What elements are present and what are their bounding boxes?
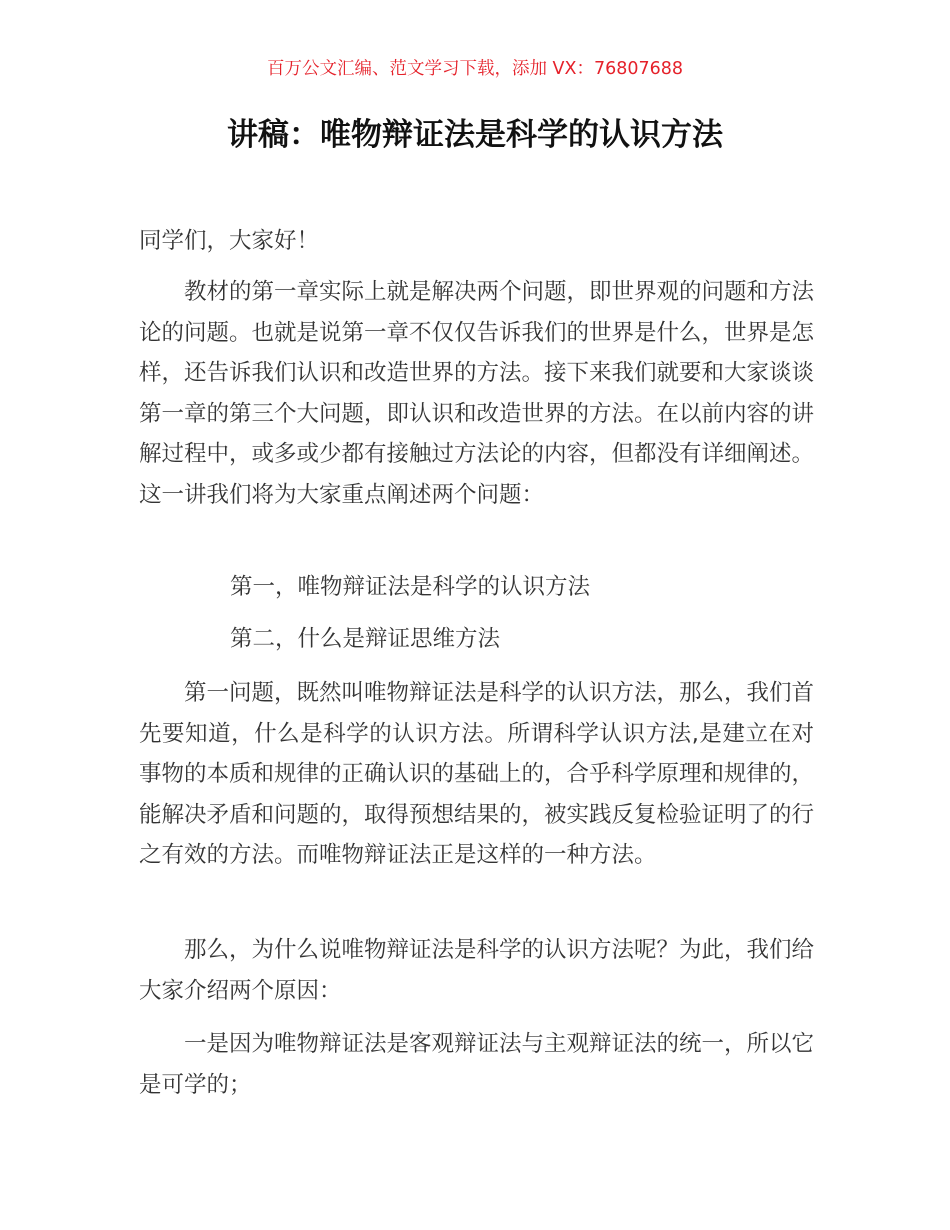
paragraph-intro bbox=[139, 272, 814, 515]
paragraph: 一是因为唯物辩证法是客观辩证法与主观辩证法的统一，所以它是可学的； bbox=[139, 1031, 815, 1098]
paragraph: 那么，为什么说唯物辩证法是科学的认识方法呢？为此，我们给大家介绍两个原因： bbox=[139, 937, 815, 1004]
paragraph: 第一问题，既然叫唯物辩证法是科学的认识方法，那么，我们首先要知道，什么是科学的认识方法。所谓科学认识方法,是建立在对事物的本质和规律的正确认识的基础上的，合乎科学原理和规律的，能解决矛盾和问题的，取得预想结果的，被实践反复检验证明了的行之有效的方法。而唯物辩证法正是这样的一种方法。 bbox=[139, 680, 815, 868]
list-item: 第一，唯物辩证法是科学的认识方法 bbox=[230, 574, 591, 600]
list-item: 第二，什么是辩证思维方法 bbox=[230, 626, 501, 652]
greeting: 同学们，大家好！ bbox=[139, 228, 320, 254]
paragraph-reason-one bbox=[139, 1024, 814, 1105]
topic-item-1 bbox=[139, 567, 814, 608]
paragraph: 教材的第一章实际上就是解决两个问题，即世界观的问题和方法论的问题。也就是说第一章不仅仅告诉我们的世界是什么，世界是怎样，还告诉我们认识和改造世界的方法。接下来我们就要和大家谈谈第一章的第三个大问题，即认识和改造世界的方法。在以前内容的讲解过程中，或多或少都有接触过方法论的内容，但都没有详细阐述。这一讲我们将为大家重点阐述两个问题： bbox=[139, 279, 815, 508]
watermark-header: 百万公文汇编、范文学习下载，添加 VX：76807688 bbox=[266, 59, 684, 79]
paragraph-first-question bbox=[139, 673, 814, 876]
document-title: 讲稿：唯物辩证法是科学的认识方法 bbox=[227, 117, 723, 153]
greeting-block bbox=[139, 221, 814, 262]
topic-item-2 bbox=[139, 619, 814, 660]
paragraph-why bbox=[139, 930, 814, 1011]
